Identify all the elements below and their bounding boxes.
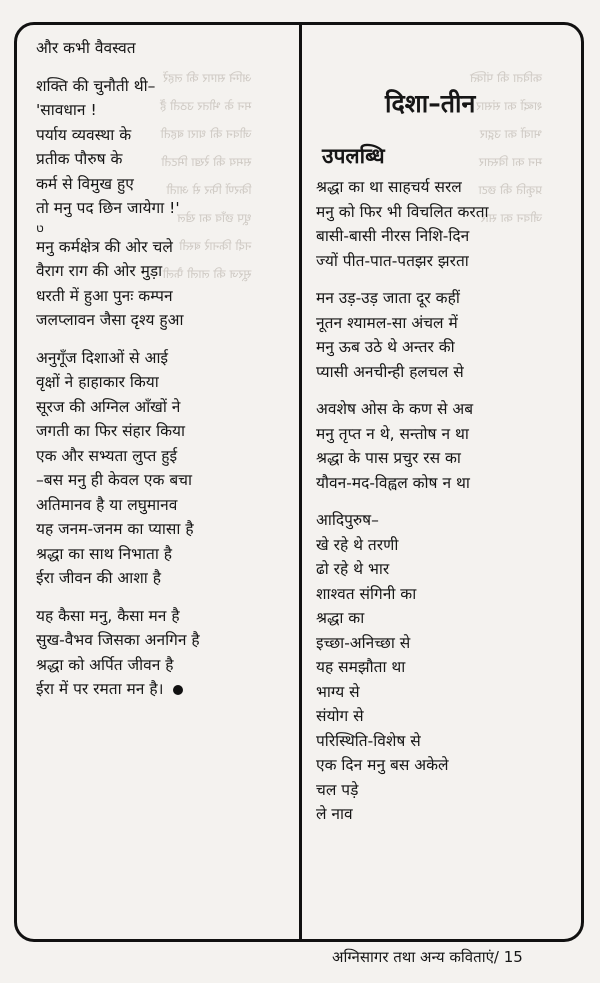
poem-line: संयोग से — [316, 707, 364, 725]
column-divider — [299, 22, 302, 942]
poem-line: चल पड़े — [316, 780, 359, 799]
poem-line: सूरज की अग्निल आँखों ने — [36, 397, 181, 416]
poem-line: शक्ति की चुनौती थी– — [36, 76, 156, 95]
poem-line: कर्म से विमुख हुए — [36, 174, 134, 193]
poem-line: –बस मनु ही केवल एक बचा — [36, 471, 193, 489]
poem-line: सुख-वैभव जिसका अनगिन है — [36, 631, 200, 649]
poem-line: अवशेष ओस के कण से अब — [316, 400, 474, 418]
poem-line: ले नाव — [316, 805, 353, 823]
poem-line: श्रद्धा का — [316, 609, 365, 627]
poem-line: मन उड़-उड़ जाता दूर कहीं — [316, 289, 460, 307]
poem-line: वृक्षों ने हाहाकार किया — [36, 373, 159, 391]
poem-line: परिस्थिति-विशेष से — [316, 731, 421, 750]
section-title: दिशा–तीन — [385, 89, 476, 118]
poem-line: धरती में हुआ पुनः कम्पन — [36, 286, 173, 305]
end-bullet-icon — [173, 685, 183, 695]
poem-line: 'सावधान ! — [36, 101, 97, 119]
page-number: 15 — [503, 948, 523, 966]
poem-line: यह कैसा मनु, कैसा मन है — [36, 606, 180, 625]
poem-line: बासी-बासी नीरस निशि-दिन — [316, 227, 470, 245]
book-title: अग्निसागर तथा अन्य कविताएं — [332, 948, 494, 966]
poem-line: इच्छा-अनिच्छा से — [316, 633, 411, 652]
poem-line: मनु तृप्त न थे, सन्तोष न था — [316, 424, 469, 443]
poem-line-text: ईरा में पर रमता मन है। — [36, 680, 164, 698]
poem-line: पर्याय व्यवस्था के — [36, 125, 132, 144]
poem-line: तो मनु पद छिन जायेगा !' — [36, 199, 180, 217]
poem-line: यह समझौता था — [316, 658, 406, 676]
left-column — [36, 36, 200, 702]
poem-line: आदिपुरुष– — [316, 511, 379, 529]
poem-line: और कभी वैवस्वत — [36, 39, 136, 57]
poem-line: श्रद्धा का साथ निभाता है — [36, 544, 173, 563]
poem-line: नूतन श्यामल-सा अंचल में — [316, 313, 458, 332]
poem-line: जलप्लावन जैसा दृश्य हुआ — [36, 311, 184, 329]
poem-line: खे रहे थे तरणी — [316, 535, 399, 554]
poem-line: भाग्य से — [316, 682, 360, 701]
poem-line: जगती का फिर संहार किया — [36, 422, 185, 440]
page-footer — [332, 947, 523, 967]
stanza-marker: ט — [36, 220, 44, 235]
bleed-through-left: अग्नि सागर की लहरें मन के भीतर उठती हैं जीवन की धारा बहती समय की रेखा मिटती किरणें फिर से आती धूप छाँव का खेल नदी किनारे बस्ती सूरज की लाली फैली — [160, 71, 252, 281]
poem-line: यह जनम-जनम का प्यासा है — [36, 520, 194, 538]
poem-line: शाश्वत संगिनी का — [316, 584, 417, 603]
poem-line: अनुगूँज दिशाओं से आई — [36, 348, 169, 367]
poem-line: मनु को फिर भी विचलित करता — [316, 202, 489, 221]
poem-line: ढो रहे थे भार — [316, 560, 390, 578]
poem-line: श्रद्धा को अर्पित जीवन है — [36, 655, 174, 674]
poem-line: मनु कर्मक्षेत्र की ओर चले — [36, 237, 173, 256]
poem-line: वैराग राग की ओर मुड़ा — [36, 262, 163, 280]
poem-line: यौवन-मद-विह्वल कोष न था — [316, 473, 470, 492]
poem-line: श्रद्धा का था साहचर्य सरल — [316, 178, 462, 196]
poem-line: एक दिन मनु बस अकेले — [316, 756, 449, 774]
footer-separator: / — [493, 948, 499, 966]
poem-line: एक और सभ्यता लुप्त हुई — [36, 446, 178, 465]
poem-line — [36, 677, 200, 702]
poem-line: अतिमानव है या लघुमानव — [36, 495, 178, 514]
poem-title: उपलब्धि — [322, 144, 385, 168]
right-column — [316, 175, 489, 827]
poem-line: प्यासी अनचीन्ही हलचल से — [316, 362, 464, 381]
poem-line: मनु ऊब उठे थे अन्तर की — [316, 338, 455, 356]
poem-line: ज्यों पीत-पात-पतझर झरता — [316, 251, 469, 270]
bleed-through-right: कविता की पंक्ति शब्दों का संसार भावों का उद्गार मन का विस्तार प्रकृति की छटा जीवन का सार — [470, 71, 543, 225]
poem-line: श्रद्धा के पास प्रचुर रस का — [316, 449, 461, 467]
poem-line: प्रतीक पौरुष के — [36, 150, 123, 168]
poem-line: ईरा जीवन की आशा है — [36, 569, 161, 587]
